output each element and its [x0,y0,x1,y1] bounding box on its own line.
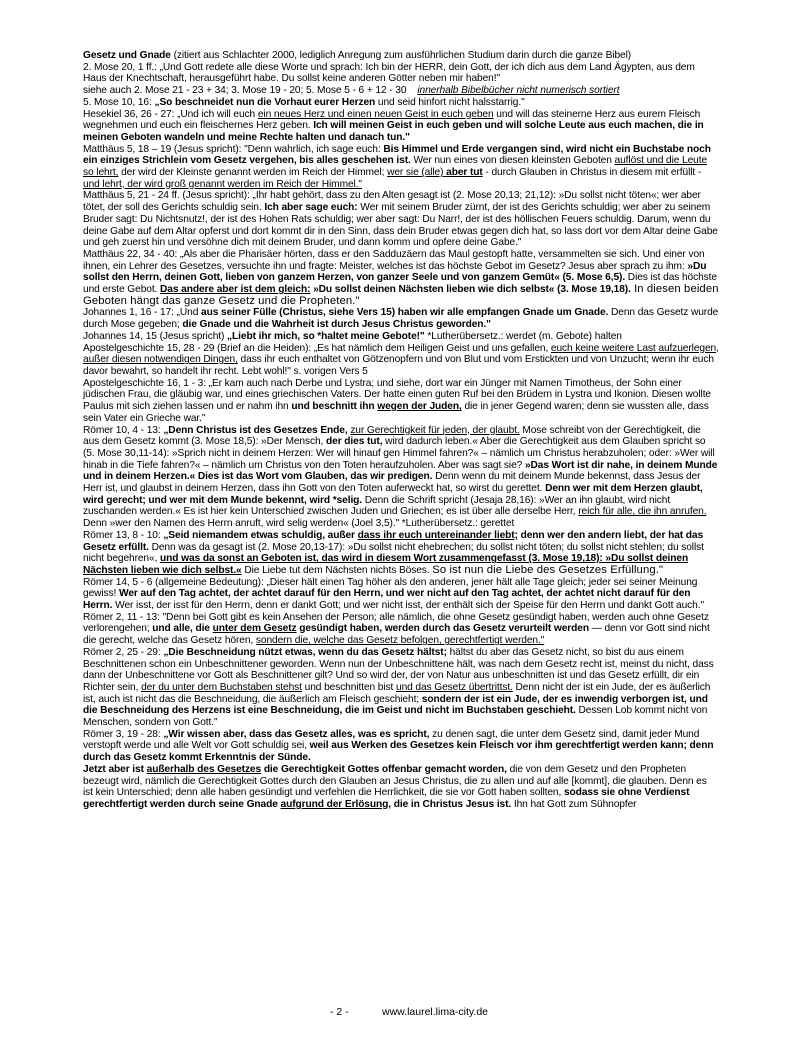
text-run: Die Liebe tut dem Nächsten nichts Böses. [241,564,433,576]
text-run: die von dem Gesetz und den Propheten bezeugt wird, nämlich die Gerechtigkeit Gottes durch den Glauben an Jesus Christus, die zu allen und auf alle [kommt], die glauben. Denn es ist kein Unterschied; denn alle haben gesündigt und verfehlen die Herrlichkeit, die sie vor Gott haben sollten, [83,763,707,799]
text-run: Bis Himmel und Erde vergangen sind, wird nicht ein Buchstabe noch ein einziges Strichlein vom Gesetz vergehen, bis alles geschehen ist. [83,143,711,167]
text-run: und will das steinerne Herz aus eurem Fleisch wegnehmen und euch ein fleischernes Herz geben. [83,108,701,132]
text-run: Apostelgeschichte 16, 1 - 3: „Er kam auch nach Derbe und Lystra; und siehe, dort war ein Jünger mit Namen Timotheus, der Sohn einer jüdischen Frau, die gläubig war, und eines griechischen Vaters. Der hatte einen guten Ruf bei den Brüdern in Lystra und Ikonion. Diesen wollte Paulus mit sich ziehen lassen und er nahm ihn [83,377,711,413]
text-run: Jetzt aber ist [83,763,144,775]
text-run: Johannes 1, 16 - 17: „Und [83,307,202,319]
text-run: innerhalb Bibelbücher nicht numerisch sortiert [417,85,620,97]
text-run: Wer mit seinem Bruder zürnt, der ist des Gerichts schuldig; wer aber zu seinem Bruder sagt: Du Nichtsnutz!, der ist des Hohen Rats schuldig; wer aber sagt: Du Narr!, der ist des höllischen Feuers schuldig. Darum, wenn du deine Gabe auf dem Altar opferst und dort kommt dir in den Sinn, dass dein Bruder etwas gegen dich hat, so lass dort vor dem Altar deine Gabe und geh zuerst hin und versöhne dich mit deinem Bruder, und dann komm und opfere deine Gabe." [83,202,718,249]
verse-paragraph [83,530,719,577]
text-run: Ihn hat Gott zum Sühnopfer [511,799,637,810]
verse-paragraph [83,378,719,425]
verse-paragraph [83,109,719,144]
text-run: gesündigt haben, werden durch das Gesetz verurteilt werden [299,623,589,635]
verse-paragraph [83,764,719,811]
text-run: - durch Glauben in Christus in diesem mit erfüllt - [482,167,702,179]
text-run: Dessen Lob kommt nicht von Menschen, sondern von Gott." [83,705,708,729]
text-run: Ich will meinen Geist in euch geben und will solche Leute aus euch machen, die in meinen Geboten wandeln und meine Rechte halten und danach tun." [83,120,704,143]
text-run: Gesetz und Gnade [83,50,171,61]
text-run: und lehrt, der wird groß genannt werden im Reich der Himmel." [83,178,362,190]
verse-paragraph [83,331,719,343]
text-run: die in jener Gegend waren; denn sie wussten alle, dass sein Vater ein Grieche war." [83,401,709,424]
verse-paragraph [83,190,719,249]
text-run: Johannes 14, 15 (Jesus spricht) [83,330,228,342]
text-run: Ich aber sage euch: [264,202,358,214]
text-run: Denn wenn du mit deinem Munde bekennst, dass Jesus der Herr ist, und glaubst in deinem Herzen, dass ihn Gott von den Toten auferweckt hat, so wirst du gerettet. [83,471,701,495]
text-run: zur Gerechtigkeit für jeden, der glaubt. [350,424,520,436]
text-run: der du unter dem Buchstaben stehst [141,681,302,693]
text-run: Denn wer mit dem Herzen glaubt, wird gerecht; und wer mit dem Munde bekennt, wird *selig. [83,483,703,506]
verse-paragraph [83,729,719,764]
text-run: Denn was da gesagt ist (2. Mose 20,13-17): »Du sollst nicht ehebrechen; du sollst nicht töten; du sollst nicht stehlen; du sollst nicht begehren«, [83,541,704,565]
text-run: Hesekiel 36, 26 - 27: „Und ich will euch [83,108,258,120]
verse-paragraph [83,62,719,85]
text-run: siehe auch 2. Mose 21 - 23 + 34; 3. Mose 19 - 20; 5. Mose 5 - 6 + 12 - 30 [83,85,418,97]
text-run: „So beschneidet nun die Vorhaut eurer Herzen [154,96,376,108]
verse-paragraph [83,343,719,378]
verse-paragraph [83,307,719,330]
text-run: und seid hinfort nicht halsstarrig." [375,96,525,108]
text-run: euch keine weitere Last aufzuerlegen, außer diesen notwendigen Dingen, [83,342,719,366]
text-run: Das andere aber ist dem gleich: [160,284,311,296]
text-run: und was da sonst an Geboten ist, das wird in diesem Wort zusammengefasst (3. Mose 19,18): »Du sollst deinen Nächsten lieben wie dich selbst.« [83,553,689,576]
text-run: denn wer den andern liebt, der hat das Gesetz erfüllt. [83,529,704,553]
text-run: Matthäus 22, 34 - 40: „Als aber die Pharisäer hörten, dass er den Sadduzäern das Maul gestopft hatte, versammelten sie sich. Und einer von ihnen, ein Lehrer des Gesetzes, versuchte ihn und fragte: Meister, welches ist das höchste Gebot im Gesetz? Jesus aber sprach zu ihm: [83,248,705,272]
text-run: Römer 3, 19 - 28: [83,728,164,740]
text-run: 2. Mose 20, 1 ff.: „Und Gott redete alle diese Worte und sprach: Ich bin der HERR, dein Gott, der ich dich aus dem Land Ägypten, aus dem Haus der Knechtschaft, herausgeführt habe. Du sollst keine anderen Götter neben mir haben!" [83,61,695,85]
text-run: Wer nun eines von diesen kleinsten Geboten [410,155,615,167]
text-run: Mose schreibt von der Gerechtigkeit, die aus dem Gesetz kommt (3. Mose 18,5): »Der Mensch, [83,424,701,448]
text-run: wird dadurch leben.« Aber die Gerechtigkeit aus dem Glauben spricht so (5. Mose 30,11-14): »Sprich nicht in deinem Herzen: Wer will hinauf gen Himmel fahren?« – nämlich um Christus herabzuholen; oder: »Wer will hinab in die Tiefe fahren?« – nämlich um Christus von den Toten heraufzuholen. Aber was sagt sie? [83,436,715,471]
text-run: »Du sollst deinen Nächsten lieben wie dich selbst« (3. Mose 19,18). [313,284,631,296]
verse-paragraph [83,612,719,647]
text-run: Wer isst, der isst für den Herrn, denn er dankt Gott; und wer nicht isst, der enthält sich der Speise für den Herrn und dankt Gott auch." [112,600,704,612]
text-run: Römer 2, 25 - 29: [83,646,164,658]
text-run: wer sie (alle) [387,167,447,179]
text-run: dass ihr euch untereinander liebt; [357,529,518,541]
text-run: Denn »wer den Namen des Herrn anruft, wird selig werden« (Joel 3,5)." *Lutherübersetz.: gerettet [83,518,515,530]
text-run: „Liebt ihr mich, so *haltet meine Gebote!" [227,330,425,342]
verse-paragraph [83,425,719,530]
text-run: außerhalb des Gesetzes [146,763,262,775]
text-run: ein neues Herz und einen neuen Geist in euch geben [257,108,494,120]
text-run: die in Christus Jesus ist. [393,799,512,810]
text-run: wegen der Juden, [377,401,462,413]
text-run: aufgrund der Erlösung, [280,799,391,810]
page-number: - 2 - [330,1006,349,1018]
text-run: reich für alle, die ihn anrufen. [578,506,707,518]
text-run: die Gnade und die Wahrheit ist durch Jesus Christus geworden." [182,319,491,331]
text-run: „Denn Christus ist des Gesetzes Ende, [163,424,348,436]
text-run: unter dem Gesetz [212,623,297,635]
verse-paragraph [83,577,719,612]
text-run: und das Gesetz übertrittst. [396,681,513,693]
text-run: *Lutherübersetz.: werdet (m. Gebote) halten [424,330,622,342]
text-run: hältst du aber das Gesetz nicht, so bist du aus einem Beschnittenen schon ein Unbeschnittener geworden. Wenn nun der Unbeschnittene hält, was nach dem Gesetz recht ist, meinst du nicht, dass dann der Unbeschnittene vor Gott als Beschnittener gilt? Und so wird der, der von Natur aus unbeschnitten ist und das Gesetz erfüllt, dir ein Richter sein, [83,646,714,693]
text-run: „Wir wissen aber, dass das Gesetz alles, was es spricht, [163,728,430,740]
text-run: und beschnitt ihn [291,401,375,413]
text-run: weil aus Werken des Gesetzes kein Fleisch vor ihm gerechtfertigt werden kann; denn durch das Gesetz kommt Erkenntnis der Sünde. [83,740,714,764]
text-run: »Du sollst den Herrn, deinen Gott, lieben von ganzem Herzen, von ganzer Seele und von ganzem Gemüt« (5. Mose 6,5). [83,260,707,284]
text-run: Denn die Schrift spricht (Jesaja 28,16): »Wer an ihn glaubt, wird nicht zuschanden werden.« Es ist hier kein Unterschied zwischen Juden und Griechen; es ist über alle derselbe Herr, [83,494,671,518]
text-run: Denn das Gesetz wurde durch Mose gegeben; [83,307,719,331]
text-run: aber tut [446,167,483,179]
text-run: Dies ist das höchste und erste Gebot. [83,272,717,296]
text-run: und alle, die [152,623,210,635]
verse-paragraph [83,85,719,97]
text-run: — denn vor Gott sind nicht die gerecht, welche das Gesetz hören, [83,623,710,647]
text-run: Denn nicht der ist ein Jude, der es äußerlich ist, auch ist nicht das die Beschneidung, die äußerlich am Fleisch geschieht; [83,681,711,705]
text-run: Römer 14, 5 - 6 (allgemeine Bedeutung): „Dieser hält einen Tag höher als den anderen, jener hält alle Tage gleich; jeder sei seiner Meinung gewiss! [83,576,698,600]
text-run: aus seiner Fülle (Christus, siehe Vers 15) haben wir alle empfangen Gnade um Gnade. [201,307,609,319]
text-run: dass ihr euch enthaltet von Götzenopfern und von Blut und vom Erstickten und von Unzucht; wenn ihr euch davor bewahrt, so handelt ihr recht. Lebt wohl!" s. vorigen Vers 5 [83,354,714,377]
text-run: In diesen beiden Geboten hängt das ganze Gesetz und die Propheten." [83,283,719,307]
text-run: „Die Beschneidung nützt etwas, wenn du das Gesetz hältst; [163,646,447,658]
text-run: die Gerechtigkeit Gottes offenbar gemacht worden, [263,763,507,775]
text-run: sondern der ist ein Jude, der es inwendig verborgen ist, und die Beschneidung des Herzens ist eine Beschneidung, die im Geist und nicht im Buchstaben geschieht. [83,693,708,717]
text-run: »Das Wort ist dir nahe, in deinem Munde und in deinem Herzen.« Dies ist das Wort vom Glauben, das wir predigen. [83,459,718,483]
text-run: Römer 10, 4 - 13: [83,424,164,436]
text-run: zu denen sagt, die unter dem Gesetz sind, damit jeder Mund verstopft werde und alle Welt vor Gott schuldig sei, [83,728,700,752]
text-run: 5. Mose 10, 16: [83,96,155,108]
verse-paragraph [83,647,719,729]
footer-website: www.laurel.lima-city.de [382,1006,488,1018]
text-run: Matthäus 5, 21 - 24 ff. (Jesus spricht): „Ihr habt gehört, dass zu den Alten gesagt ist (2. Mose 20,13; 21,12): »Du sollst nicht töten«; wer aber tötet, der soll des Gerichts schuldig sein. [83,190,701,214]
page-footer [0,1006,800,1020]
text-run: Römer 13, 8 - 10: [83,529,164,541]
verse-paragraph [83,50,719,62]
text-run: sondern die, welche das Gesetz befolgen, gerechtfertigt werden." [255,635,545,647]
text-run: „Seid niemandem etwas schuldig, außer [163,529,355,541]
text-run: Wer auf den Tag achtet, der achtet darauf für den Herrn, und wer nicht auf den Tag achtet, der achtet nicht darauf für den Herrn. [83,588,691,612]
verse-paragraph [83,249,719,308]
text-run: auflöst und die Leute so lehrt, [83,155,708,179]
text-run: So ist nun die Liebe des Gesetzes Erfüllung." [432,563,664,576]
text-run: Römer 2, 11 - 13: "Denn bei Gott gibt es kein Ansehen der Person; alle nämlich, die ohne Gesetz gesündigt haben, werden auch ohne Gesetz verlorengehen; [83,611,709,635]
text-run: der dies tut, [326,436,383,448]
text-run: der wird der Kleinste genannt werden im Reich der Himmel; [118,167,388,179]
text-run: (zitiert aus Schlachter 2000, lediglich Anregung zum ausführlichen Studium darin durch die ganze Bibel) [170,50,632,61]
text-run: Apostelgeschichte 15, 28 - 29 (Brief an die Heiden): „Es hat nämlich dem Heiligen Geist und uns gefallen, [83,342,551,354]
document-page [83,50,719,811]
text-run: Matthäus 5, 18 – 19 (Jesus spricht): "Denn wahrlich, ich sage euch: [83,143,384,155]
text-run: sodass sie ohne Verdienst gerechtfertigt werden durch seine Gnade [83,787,690,810]
verse-paragraph [83,97,719,109]
text-run: und beschnitten bist [301,681,396,693]
verse-paragraph [83,144,719,191]
